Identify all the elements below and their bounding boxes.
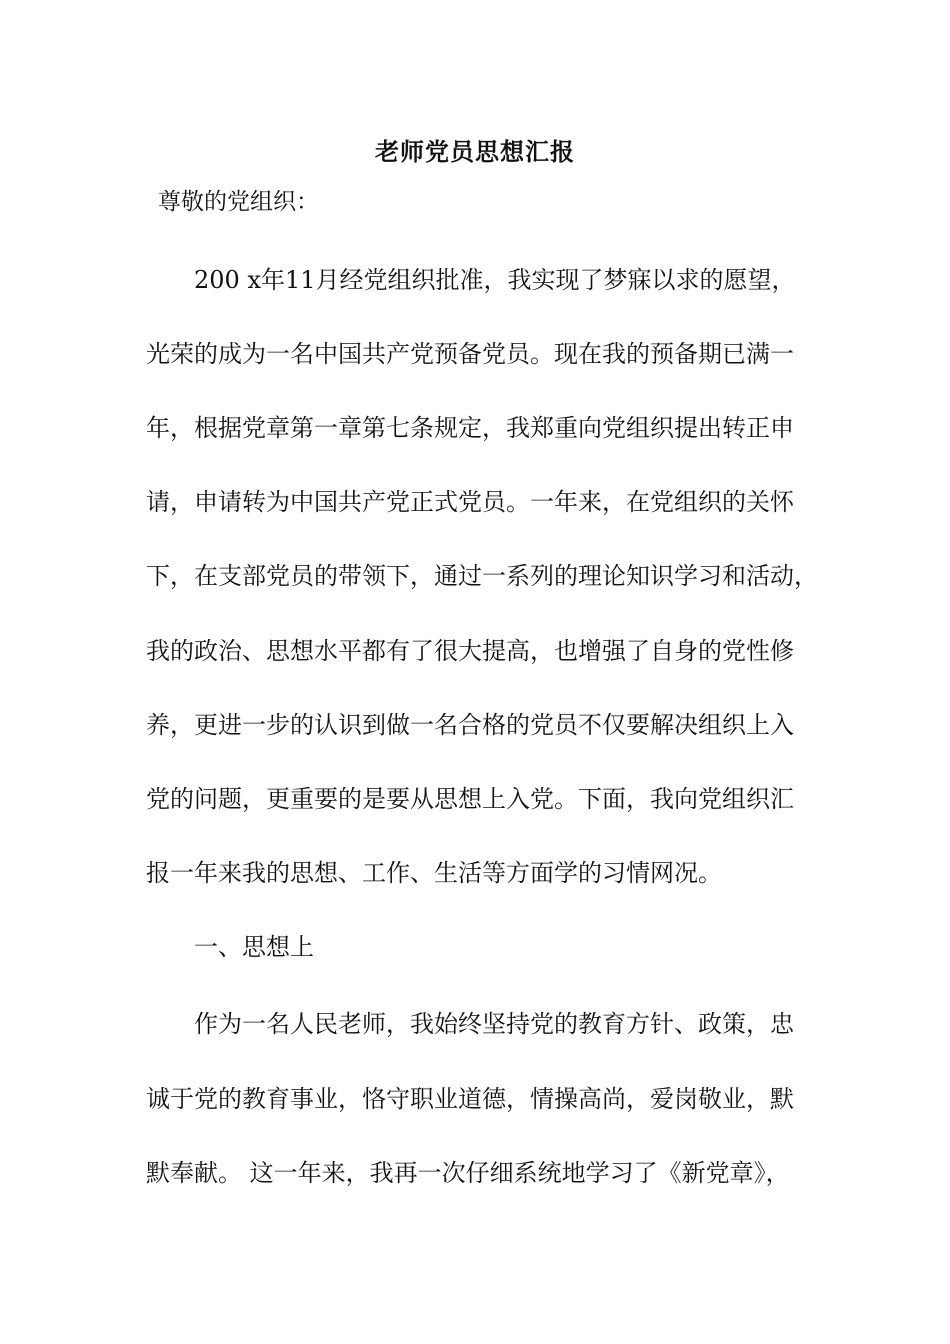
paragraph-line: 报一年来我的思想、工作、生活等方面学的习情网况。 xyxy=(146,859,722,887)
salutation: 尊敬的党组织： xyxy=(158,189,319,215)
paragraph-line: 下，在支部党员的带领下，通过一系列的理论知识学习和活动， xyxy=(146,562,818,590)
section-heading: 一、思想上 xyxy=(194,933,314,961)
paragraph-line: 请，申请转为中国共产党正式党员。一年来，在党组织的关怀 xyxy=(146,488,794,516)
paragraph-line: 200 x年11月经党组织批准，我实现了梦寐以求的愿望， xyxy=(194,266,796,294)
paragraph-line: 年，根据党章第一章第七条规定，我郑重向党组织提出转正申 xyxy=(146,414,794,442)
paragraph-line: 党的问题，更重要的是要从思想上入党。下面，我向党组织汇 xyxy=(146,785,794,813)
paragraph-line: 我的政治、思想水平都有了很大提高，也增强了自身的党性修 xyxy=(146,637,794,665)
paragraph-line: 诚于党的教育事业，恪守职业道德，情操高尚，爱岗敬业，默 xyxy=(146,1085,794,1113)
paragraph-line: 作为一名人民老师，我始终坚持党的教育方针、政策，忠 xyxy=(194,1010,794,1038)
paragraph-line: 光荣的成为一名中国共产党预备党员。现在我的预备期已满一 xyxy=(146,340,794,368)
paragraph-line: 养，更进一步的认识到做一名合格的党员不仅要解决组织上入 xyxy=(146,711,794,739)
paragraph-line: 默奉献。 这一年来，我再一次仔细系统地学习了《新党章》， xyxy=(146,1159,790,1187)
document-title: 老师党员思想汇报 xyxy=(375,137,575,166)
